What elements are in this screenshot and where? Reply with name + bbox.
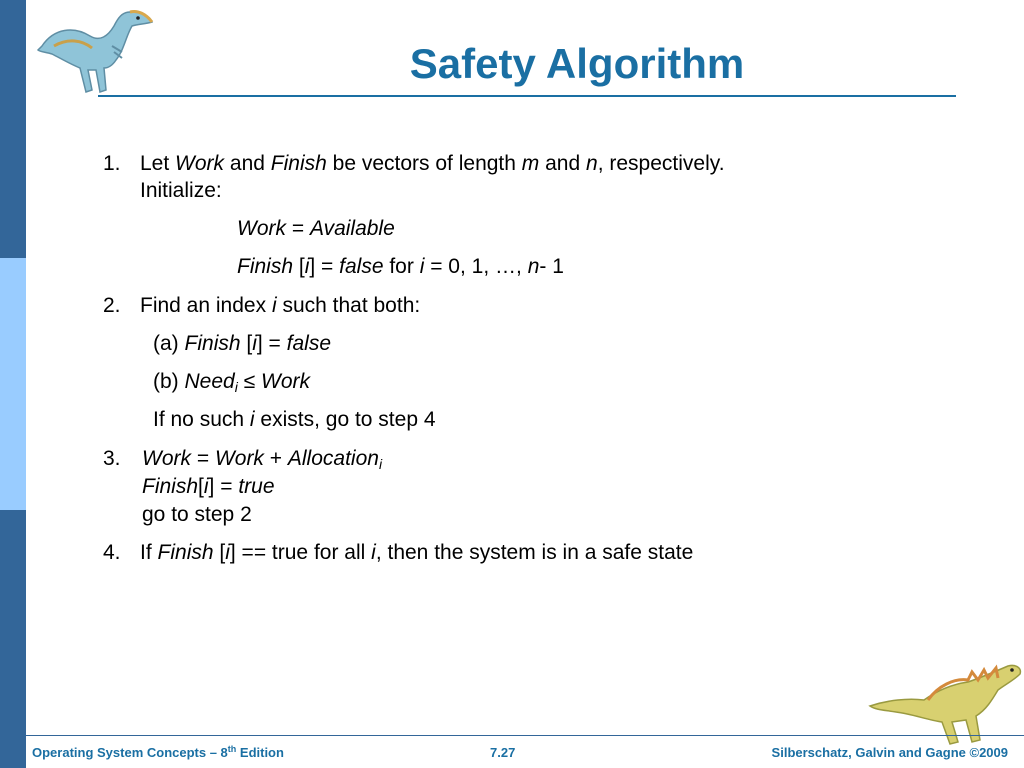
text: ] = <box>309 255 340 278</box>
text: If no such <box>153 408 245 431</box>
var-work: Work <box>237 217 286 240</box>
var-finish: Finish <box>184 332 241 355</box>
footer-text: Edition <box>236 745 284 760</box>
var-i: i <box>225 541 230 564</box>
step-3-goto: go to step 2 <box>142 503 252 526</box>
step-4-line <box>140 540 693 566</box>
var-work: Work <box>261 370 311 393</box>
text: and <box>545 152 581 175</box>
var-work: Work <box>175 152 225 175</box>
var-need: Need <box>184 370 235 393</box>
var-i: i <box>249 408 255 431</box>
step-3-work-update <box>142 446 382 472</box>
var-i: i <box>419 255 425 278</box>
text: exists, go to step 4 <box>260 408 436 431</box>
step-1-finish-false <box>237 254 564 280</box>
var-i: i <box>252 332 257 355</box>
page-title: Safety Algorithm <box>409 40 745 87</box>
var-finish: Finish <box>237 255 294 278</box>
step-1-initialize: Initialize: <box>140 179 222 202</box>
var-m: m <box>521 152 540 175</box>
text: Find an index <box>140 294 267 317</box>
var-i: i <box>304 255 310 278</box>
step-3-number: 3. <box>103 447 121 470</box>
text: such that both: <box>282 294 421 317</box>
footer-book-title <box>32 745 284 760</box>
var-work: Work <box>214 447 264 470</box>
footer-divider <box>26 735 1024 736</box>
left-bar-bottom-segment <box>0 510 26 768</box>
text: Let <box>140 152 170 175</box>
subscript-i: i <box>234 379 238 395</box>
step-2-fallback <box>153 407 436 433</box>
step-1-work-available <box>237 216 395 242</box>
text: [ <box>240 332 253 355</box>
text: = <box>191 447 215 470</box>
step-4-number: 4. <box>103 541 121 564</box>
var-i: i <box>371 541 376 564</box>
footer-slide-number: 7.27 <box>490 745 516 760</box>
text: [ <box>198 475 204 498</box>
text: , then the system is in a safe state <box>375 541 694 564</box>
label: (a) <box>153 332 179 355</box>
footer-text: Operating System Concepts – 8 <box>32 745 228 760</box>
text: + <box>263 447 288 470</box>
var-i: i <box>203 475 209 498</box>
val-true: true <box>238 475 275 498</box>
val-false: false <box>286 332 332 355</box>
var-available: Available <box>309 217 395 240</box>
var-finish: Finish <box>157 541 214 564</box>
footer-authors: Silberschatz, Galvin and Gagne ©2009 <box>771 745 1008 760</box>
text: [ <box>293 255 305 278</box>
var-finish: Finish <box>270 152 327 175</box>
step-2-line-1 <box>140 293 420 319</box>
var-work: Work <box>142 447 191 470</box>
text: ≤ <box>237 370 262 393</box>
step-2-number: 2. <box>103 294 121 317</box>
step-1-line-1 <box>140 151 725 177</box>
title-divider <box>98 95 956 97</box>
text: [ <box>213 541 226 564</box>
text: , respectively. <box>597 152 725 175</box>
text: = 0, 1, …, <box>424 255 528 278</box>
val-false: false <box>339 255 384 278</box>
label: (b) <box>153 370 179 393</box>
step-2-condition-a <box>153 331 331 357</box>
text: for <box>383 255 420 278</box>
step-2-condition-b <box>153 369 310 395</box>
text: - 1 <box>539 255 564 278</box>
var-n: n <box>527 255 540 278</box>
text: and <box>229 152 265 175</box>
footer-superscript: th <box>227 744 237 754</box>
step-1-number: 1. <box>103 152 121 175</box>
dinosaur-top-icon <box>34 6 158 96</box>
left-bar-middle-segment <box>0 258 26 510</box>
text: ] = <box>208 475 239 498</box>
left-color-bar <box>0 0 26 768</box>
text: ] = <box>256 332 287 355</box>
text: be vectors of length <box>332 152 516 175</box>
subscript-i: i <box>378 456 383 472</box>
var-finish: Finish <box>142 475 199 498</box>
var-n: n <box>586 152 598 175</box>
text: If <box>140 541 152 564</box>
step-3-finish-true <box>142 474 275 500</box>
left-bar-top-segment <box>0 0 26 258</box>
var-allocation: Allocation <box>287 447 379 470</box>
text: = <box>286 217 310 240</box>
text: ] == true for all <box>229 541 366 564</box>
var-i: i <box>271 294 277 317</box>
